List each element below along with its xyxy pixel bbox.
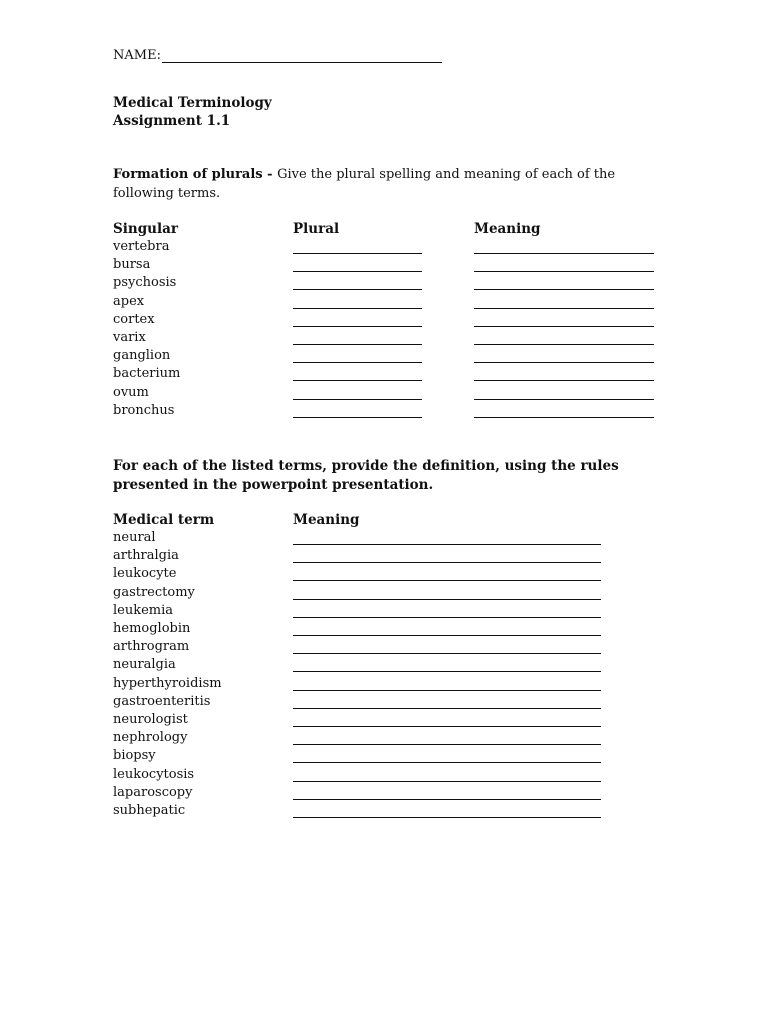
section1-instructions xyxy=(113,166,663,203)
meaning-answer-line[interactable] xyxy=(474,239,654,254)
plural-row xyxy=(113,294,673,312)
section1-instruction-text: Give the plural spelling and meaning of each of the following terms. xyxy=(113,167,616,201)
singular-term: bursa xyxy=(113,257,151,273)
meaning-answer-line[interactable] xyxy=(474,312,654,327)
col-header-meaning: Meaning xyxy=(474,221,541,237)
plural-row xyxy=(113,366,673,384)
meaning-answer-line[interactable] xyxy=(474,330,654,345)
medical-term: gastroenteritis xyxy=(113,693,211,709)
plural-answer-line[interactable] xyxy=(293,366,422,381)
singular-term: ganglion xyxy=(113,348,171,364)
title-line-1: Medical Terminology xyxy=(113,95,272,111)
medical-term: arthrogram xyxy=(113,639,190,655)
singular-term: cortex xyxy=(113,311,155,327)
plural-answer-line[interactable] xyxy=(293,275,422,290)
definition-row xyxy=(113,603,673,621)
definition-answer-line[interactable] xyxy=(293,712,601,727)
plural-row xyxy=(113,348,673,366)
definition-row xyxy=(113,657,673,675)
definition-answer-line[interactable] xyxy=(293,530,601,545)
meaning-answer-line[interactable] xyxy=(474,275,654,290)
definition-row xyxy=(113,530,673,548)
plural-answer-line[interactable] xyxy=(293,239,422,254)
definition-answer-line[interactable] xyxy=(293,694,601,709)
medical-term: nephrology xyxy=(113,730,188,746)
plural-answer-line[interactable] xyxy=(293,257,422,272)
definition-answer-line[interactable] xyxy=(293,803,601,818)
definition-answer-line[interactable] xyxy=(293,657,601,672)
medical-term: neurologist xyxy=(113,712,188,727)
plural-row xyxy=(113,330,673,348)
plural-row xyxy=(113,239,673,257)
definition-row xyxy=(113,548,673,566)
singular-term: bronchus xyxy=(113,402,175,418)
plural-row xyxy=(113,403,673,421)
plural-answer-line[interactable] xyxy=(293,348,422,363)
title-line-2: Assignment 1.1 xyxy=(113,113,231,129)
definition-row xyxy=(113,694,673,712)
definition-row xyxy=(113,566,673,584)
definition-answer-line[interactable] xyxy=(293,676,601,691)
medical-term: leukemia xyxy=(113,602,174,618)
section1-heading: Formation of plurals - xyxy=(113,167,278,182)
worksheet-page xyxy=(113,0,673,1024)
section2-instructions: For each of the listed terms, provide the definition, using the rules presented in the powerpoint presentation. xyxy=(113,458,619,493)
medical-term: biopsy xyxy=(113,748,156,764)
plural-answer-line[interactable] xyxy=(293,385,422,400)
meaning-answer-line[interactable] xyxy=(474,348,654,363)
definition-row xyxy=(113,730,673,748)
name-field xyxy=(113,48,442,63)
singular-term: vertebra xyxy=(113,239,170,254)
medical-term: laparoscopy xyxy=(113,784,193,800)
singular-term: varix xyxy=(113,330,146,345)
definition-answer-line[interactable] xyxy=(293,585,601,600)
plural-answer-line[interactable] xyxy=(293,312,422,327)
definition-answer-line[interactable] xyxy=(293,548,601,563)
definition-row xyxy=(113,785,673,803)
definition-answer-line[interactable] xyxy=(293,621,601,636)
definition-answer-line[interactable] xyxy=(293,566,601,581)
definition-answer-line[interactable] xyxy=(293,748,601,763)
plural-row xyxy=(113,385,673,403)
plural-row xyxy=(113,275,673,293)
definition-row xyxy=(113,621,673,639)
medical-term: hyperthyroidism xyxy=(113,675,222,691)
medical-term: hemoglobin xyxy=(113,621,191,636)
meaning-answer-line[interactable] xyxy=(474,385,654,400)
medical-term: subhepatic xyxy=(113,803,186,818)
plural-row xyxy=(113,257,673,275)
definition-answer-line[interactable] xyxy=(293,767,601,782)
plural-answer-line[interactable] xyxy=(293,294,422,309)
meaning-answer-line[interactable] xyxy=(474,257,654,272)
name-label: NAME: xyxy=(113,48,161,63)
medical-term: gastrectomy xyxy=(113,584,195,600)
col-header-medical-term: Medical term xyxy=(113,512,215,528)
col-header-definition: Meaning xyxy=(293,512,360,528)
medical-term: leukocyte xyxy=(113,566,177,582)
col-header-plural: Plural xyxy=(293,221,340,237)
medical-term: leukocytosis xyxy=(113,766,195,782)
meaning-answer-line[interactable] xyxy=(474,403,654,418)
medical-term: neural xyxy=(113,530,156,545)
definition-row xyxy=(113,676,673,694)
definition-row xyxy=(113,712,673,730)
plural-row xyxy=(113,312,673,330)
singular-term: ovum xyxy=(113,384,149,400)
medical-term: arthralgia xyxy=(113,548,179,564)
col-header-singular: Singular xyxy=(113,221,178,237)
meaning-answer-line[interactable] xyxy=(474,294,654,309)
medical-term: neuralgia xyxy=(113,657,176,673)
definition-row xyxy=(113,639,673,657)
definition-row xyxy=(113,748,673,766)
page-title xyxy=(113,94,272,130)
plural-answer-line[interactable] xyxy=(293,330,422,345)
definition-row xyxy=(113,767,673,785)
singular-term: bacterium xyxy=(113,366,181,382)
singular-term: apex xyxy=(113,293,145,309)
definition-answer-line[interactable] xyxy=(293,730,601,745)
definition-answer-line[interactable] xyxy=(293,785,601,800)
plural-answer-line[interactable] xyxy=(293,403,422,418)
definition-answer-line[interactable] xyxy=(293,603,601,618)
definition-row xyxy=(113,585,673,603)
name-blank-line[interactable] xyxy=(162,48,442,63)
definition-row xyxy=(113,803,673,821)
singular-term: psychosis xyxy=(113,275,177,291)
meaning-answer-line[interactable] xyxy=(474,366,654,381)
definition-answer-line[interactable] xyxy=(293,639,601,654)
